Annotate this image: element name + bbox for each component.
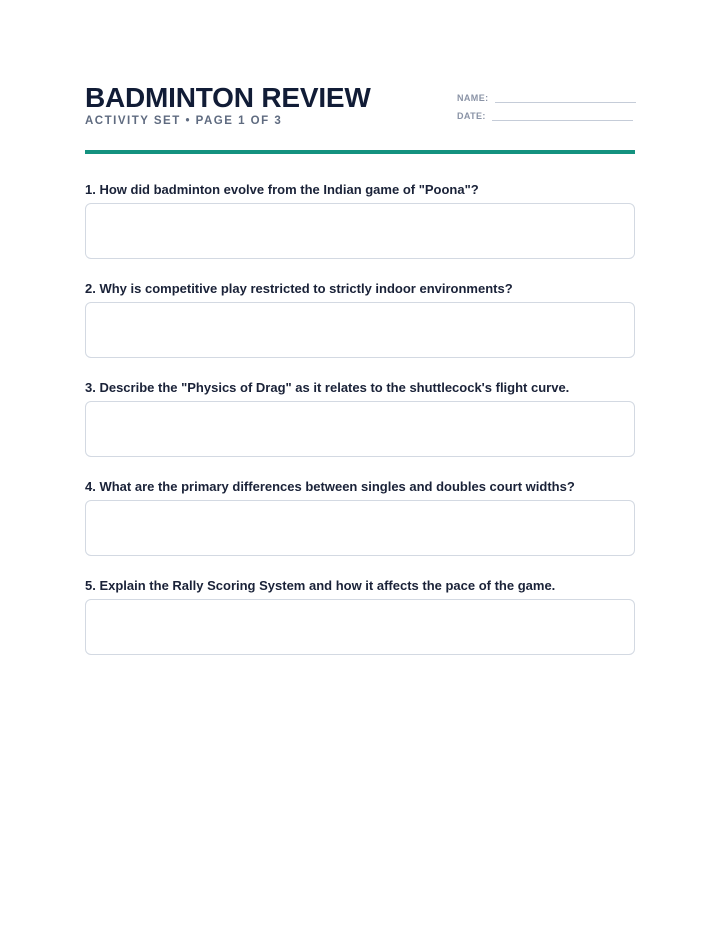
date-line[interactable] (492, 110, 633, 121)
date-field (457, 110, 633, 121)
question-text: 5. Explain the Rally Scoring System and how it affects the pace of the game. (85, 578, 556, 593)
name-label: NAME: (457, 93, 489, 103)
question-3 (85, 380, 635, 479)
answer-box[interactable] (85, 599, 635, 655)
question-list (85, 182, 635, 677)
question-4 (85, 479, 635, 578)
question-text: 2. Why is competitive play restricted to strictly indoor environments? (85, 281, 513, 296)
worksheet-page (85, 0, 635, 593)
question-5 (85, 578, 635, 677)
question-2 (85, 281, 635, 380)
question-text: 1. How did badminton evolve from the Indian game of "Poona"? (85, 182, 479, 197)
question-1 (85, 182, 635, 281)
header-divider (85, 150, 635, 154)
question-text: 3. Describe the "Physics of Drag" as it relates to the shuttlecock's flight curve. (85, 380, 570, 395)
page-title: BADMINTON REVIEW (85, 82, 371, 113)
worksheet-header (85, 0, 635, 154)
name-line[interactable] (495, 92, 636, 103)
answer-box[interactable] (85, 302, 635, 358)
question-text: 4. What are the primary differences between singles and doubles court widths? (85, 479, 575, 494)
answer-box[interactable] (85, 500, 635, 556)
answer-box[interactable] (85, 401, 635, 457)
date-label: DATE: (457, 111, 486, 121)
page-subtitle: ACTIVITY SET • PAGE 1 OF 3 (85, 115, 283, 127)
answer-box[interactable] (85, 203, 635, 259)
name-field (457, 92, 636, 103)
